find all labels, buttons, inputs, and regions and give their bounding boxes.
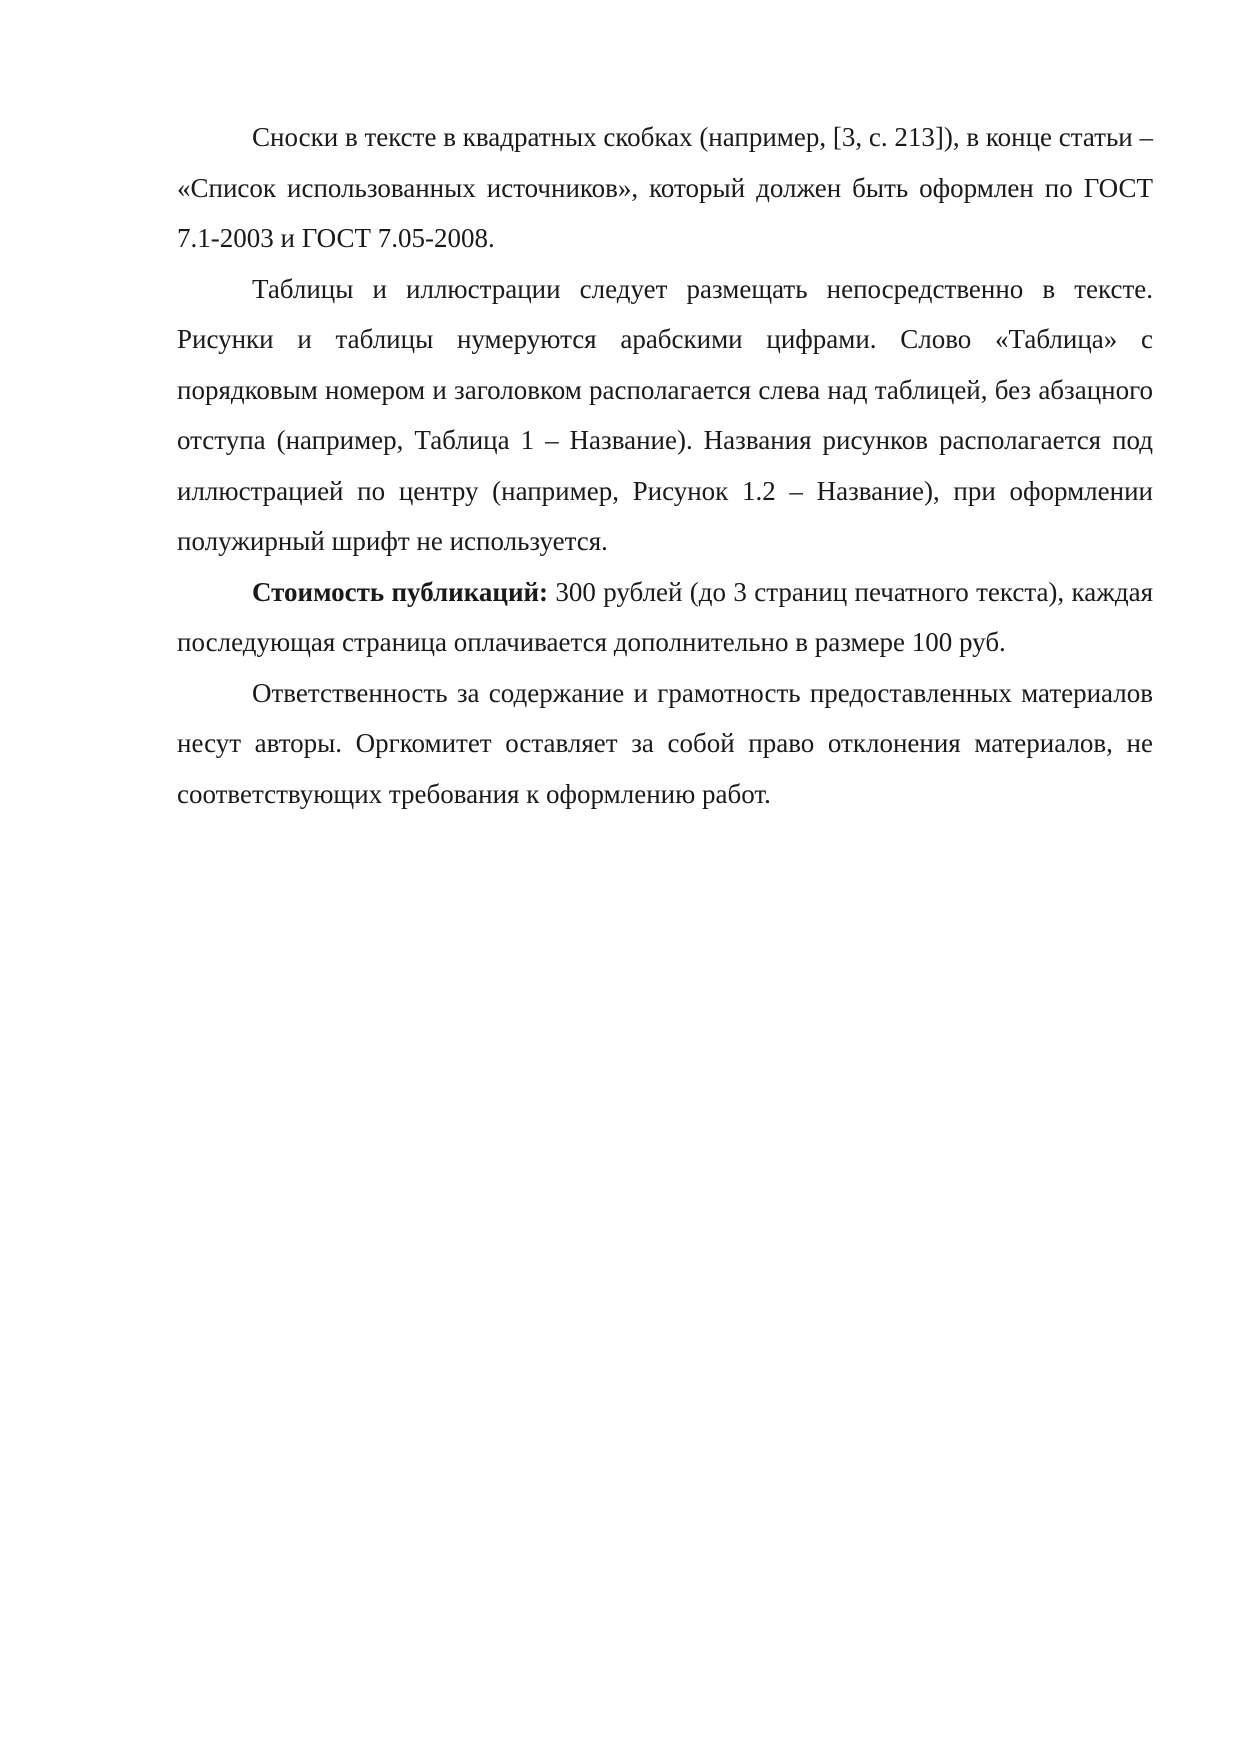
paragraph-publication-cost bbox=[177, 567, 1153, 668]
document-body bbox=[177, 112, 1153, 819]
paragraph-responsibility bbox=[177, 668, 1153, 820]
paragraph-text: Таблицы и иллюстрации следует размещать непосредственно в тексте. Рисунки и таблицы нумеруются арабскими цифрами. Слово «Таблица» с порядковым номером и заголовком располагается слева над таблицей, без абзацного отступа (например, Таблица 1 – Название). Названия рисунков располагается под иллюстрацией по центру (например, Рисунок 1.2 – Название), при оформлении полужирный шрифт не используется. bbox=[177, 273, 1153, 556]
paragraph-bold-lead: Стоимость публикаций: bbox=[252, 576, 549, 607]
paragraph-citations bbox=[177, 112, 1153, 264]
paragraph-tables-figures bbox=[177, 264, 1153, 567]
paragraph-text: Ответственность за содержание и грамотность предоставленных материалов несут авторы. Оргкомитет оставляет за собой право отклонения материалов, не соответствующих требования к оформлению работ. bbox=[177, 677, 1153, 809]
paragraph-text: 300 рублей (до 3 страниц печатного текста), каждая последующая страница оплачивается дополнительно в размере 100 руб. bbox=[177, 576, 1153, 657]
paragraph-text: Сноски в тексте в квадратных скобках (например, [3, с. 213]), в конце статьи – «Список использованных источников», который должен быть оформлен по ГОСТ 7.1-2003 и ГОСТ 7.05-2008. bbox=[177, 122, 1153, 253]
